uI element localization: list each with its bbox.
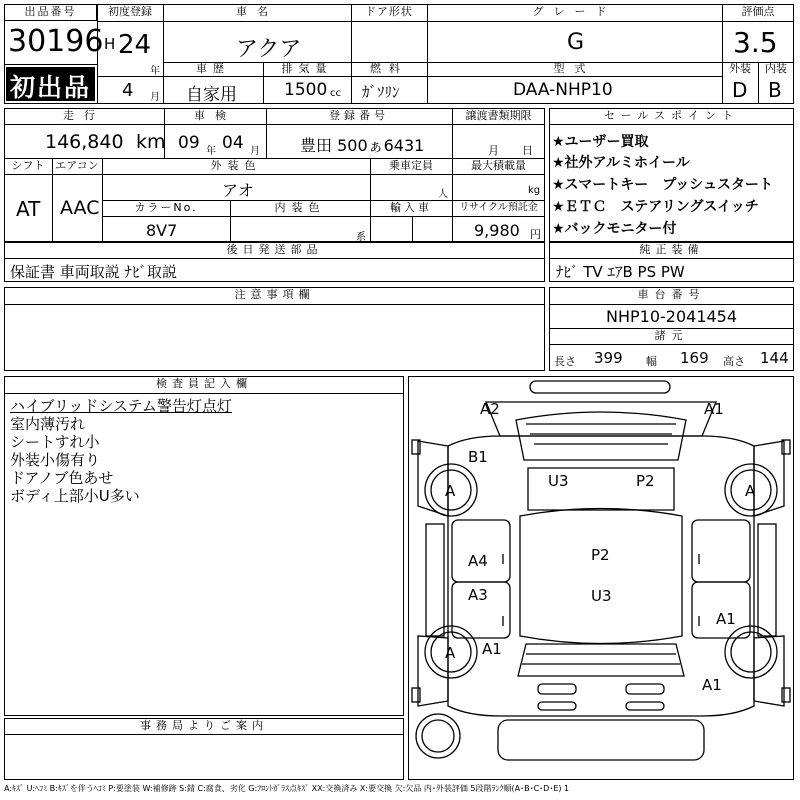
left-mirror [412, 440, 420, 454]
damage-mark: A [445, 482, 456, 500]
capacity-label: 乗車定員 [389, 159, 433, 172]
reg-year-unit: 年 [150, 66, 160, 77]
sales-point-item: ★ＥＴＣ ステアリングスイッチ [552, 199, 759, 215]
fuel-label: 燃料 [370, 62, 408, 75]
exterior-label: 外装 [729, 62, 751, 75]
dims-label: 諸元 [654, 329, 689, 342]
reg-year: 24 [118, 30, 152, 60]
damage-mark: P2 [636, 472, 655, 490]
front-bumper [530, 381, 670, 393]
legend-footer: A:ｷｽﾞ U:ﾍｺﾐ B:ｷｽﾞを伴うﾍｺﾐ P:要塗装 W:補修跡 S:錆 C:腐食、劣化 G:ﾌﾛﾝﾄｶﾞﾗｽ点ｷｽﾞ XX:交換済み X:要交換 欠:欠品 内･外装評価 5段階ﾗﾝｸ順(A･B･C･D･E) 1 [4, 784, 570, 793]
reg-number: 豊田 500ぁ6431 [300, 136, 425, 155]
genuine-label: 純正装備 [639, 243, 704, 256]
damage-mark: A4 [468, 552, 488, 570]
car-diagram [408, 376, 794, 780]
inspector-label: 検査員記入欄 [156, 377, 252, 390]
car-name-label: 車名 [236, 5, 278, 18]
inspector-line: 室内薄汚れ [10, 415, 86, 433]
later-parts-value: 保証書 車両取説 ﾅﾋﾞ取説 [10, 263, 178, 281]
capacity-unit: 人 [438, 189, 448, 200]
damage-mark: A1 [482, 640, 502, 658]
inspector-line: ボディ上部小U多い [10, 487, 140, 505]
transfer-label: 譲渡書類期限 [465, 109, 532, 122]
later-parts-label: 後日発送部品 [226, 243, 323, 256]
inspection-label: 車検 [194, 109, 236, 122]
interior-color-label: 内装色 [274, 201, 326, 214]
height-label: 高さ [723, 355, 745, 368]
mileage-label: 走行 [63, 109, 105, 122]
inspector-line: 外装小傷有り [10, 451, 101, 469]
score: 3.5 [733, 26, 778, 59]
cabin [520, 509, 682, 644]
inspection-month-unit: 月 [250, 146, 260, 157]
front-left-fender [418, 441, 448, 516]
recycle-label: リサイクル預託金 [459, 202, 538, 213]
inspector-line: ハイブリッドシステム警告灯点灯 [10, 397, 232, 415]
inspector-line: ドアノブ色あせ [10, 469, 114, 487]
interior-grade: B [768, 78, 782, 102]
damage-mark: B1 [468, 448, 488, 466]
first-listing-text: 初出品 [10, 73, 92, 102]
score-label: 評価点 [741, 5, 775, 18]
aircon: AAC [60, 197, 100, 219]
grade: G [567, 30, 585, 55]
reg-month-unit: 月 [150, 92, 160, 103]
rear-bumper-bar [498, 720, 704, 760]
history: 自家用 [186, 85, 237, 105]
displacement-label: 排気量 [281, 62, 333, 75]
model: DAA-NHP10 [513, 80, 613, 100]
width-label: 幅 [646, 355, 657, 368]
chassis-label: 車台番号 [637, 288, 706, 301]
recycle-amount: 9,980 [474, 221, 520, 240]
transfer-day-unit: 日 [522, 144, 533, 157]
exterior-grade: D [732, 78, 748, 102]
mileage-unit: km [136, 131, 166, 153]
interior-color-unit: 系 [356, 232, 366, 243]
sales-points-label: セールスポイント [603, 109, 739, 122]
recycle-unit: 円 [530, 228, 541, 241]
grade-label: グレード [532, 5, 617, 18]
chassis-number: NHP10-2041454 [606, 307, 738, 326]
shift-label: シフト [11, 159, 45, 172]
sales-point-item: ★社外アルミホイール [552, 155, 690, 171]
aircon-label: エアコン [55, 159, 99, 172]
reg-month: 4 [122, 80, 134, 101]
front-left-door [452, 520, 510, 582]
fuel: ｶﾞｿﾘﾝ [362, 83, 400, 101]
sales-point-item: ★スマートキー プッシュスタート [552, 177, 774, 193]
length-label: 長さ [554, 355, 576, 368]
reg-number-label: 登録番号 [329, 109, 389, 122]
damage-mark: A2 [480, 400, 500, 418]
damage-mark: A3 [468, 586, 488, 604]
genuine-value: ﾅﾋﾞ TV ｴｱB PS PW [556, 263, 685, 281]
office-label: 事務局よりご案内 [140, 719, 268, 732]
era: H [104, 35, 116, 53]
damage-mark: A1 [716, 610, 736, 628]
sales-point-item: ★ユーザー買取 [552, 134, 649, 150]
exterior-color-label: 外装色 [210, 159, 262, 172]
damage-mark: A1 [704, 400, 724, 418]
body-outline [448, 436, 754, 716]
vehicle-info-block [4, 108, 545, 242]
displacement-unit: cc [330, 88, 341, 99]
max-load-unit: kg [528, 185, 541, 196]
color-no-label: カラーNo. [134, 201, 198, 214]
displacement: 1500 [284, 80, 328, 100]
shift: AT [16, 197, 41, 221]
front-right-fender [754, 441, 784, 516]
notes-label: 注意事項欄 [234, 288, 315, 301]
damage-mark: U3 [548, 472, 569, 490]
sales-point-item: ★バックモニター付 [552, 221, 677, 237]
car-name: アクア [236, 37, 302, 62]
front-right-door [692, 520, 750, 582]
length-value: 399 [594, 349, 623, 367]
rear-window [518, 644, 684, 676]
inspection-month: 04 [222, 133, 244, 153]
first-reg-label: 初度登録 [108, 5, 152, 18]
max-load-label: 最大積載量 [471, 159, 526, 172]
damage-mark: A [745, 482, 756, 500]
lot-number-label: 出品番号 [24, 5, 77, 18]
rear-right-wheel [725, 626, 777, 678]
lot-number: 30196 [8, 24, 104, 59]
history-label: 車歴 [196, 62, 230, 75]
width-value: 169 [680, 349, 709, 367]
inspection-year-unit: 年 [206, 146, 216, 157]
damage-mark: U3 [591, 587, 612, 605]
mileage: 146,840 [45, 131, 124, 153]
interior-label: 内装 [765, 62, 787, 75]
rear-bumper [538, 684, 576, 694]
lot-divider [4, 64, 97, 65]
color-no: 8V7 [146, 221, 178, 240]
inspection-year: 09 [178, 133, 200, 153]
damage-mark: A1 [702, 676, 722, 694]
exterior-color: アオ [222, 181, 254, 200]
right-mirror [782, 440, 790, 454]
import-label: 輸入車 [390, 201, 432, 214]
transfer-month-unit: 月 [488, 144, 499, 157]
inspector-line: シートすれ小 [10, 433, 100, 451]
damage-mark: P2 [591, 546, 610, 564]
model-label: 型式 [553, 62, 596, 75]
height-value: 144 [760, 349, 789, 367]
door-label: ドア形状 [365, 5, 413, 18]
damage-mark: A [445, 644, 456, 662]
